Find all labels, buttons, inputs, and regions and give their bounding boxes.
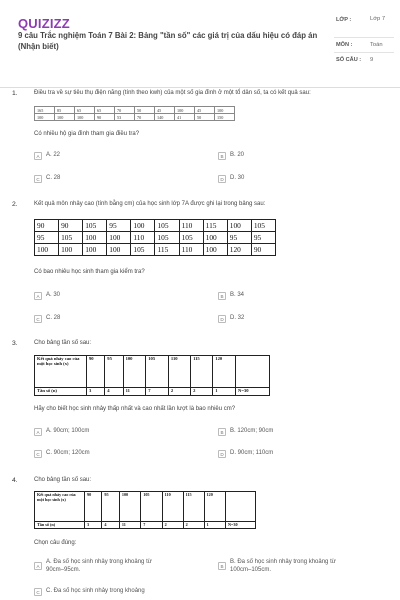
- option-letter-badge: A: [34, 152, 42, 160]
- question-prompt: Có bao nhiêu học sinh tham gia kiểm tra?: [34, 269, 145, 275]
- table-cell: 95: [227, 232, 251, 244]
- table-cell: 105: [146, 356, 169, 388]
- meta-divider: [334, 52, 394, 53]
- table-cell: 110: [131, 232, 155, 244]
- table-cell: 105: [155, 232, 179, 244]
- table-cell: 105: [59, 232, 83, 244]
- table-cell: 110: [179, 244, 203, 256]
- option-b[interactable]: [218, 292, 244, 300]
- option-text: D. 90cm; 110cm: [230, 450, 274, 456]
- option-letter-badge: C: [34, 175, 42, 183]
- table-cell: 115: [191, 356, 213, 388]
- table-cell: 90: [59, 220, 83, 232]
- option-text: D. 30: [230, 175, 245, 181]
- table-cell: 11: [123, 388, 146, 396]
- table-cell: 100: [83, 244, 107, 256]
- option-text: B. 20: [230, 152, 245, 158]
- option-a[interactable]: [34, 292, 60, 300]
- option-text: C. 90cm; 120cm: [46, 450, 90, 456]
- table-cell: 100: [83, 232, 107, 244]
- table-cell: 95: [35, 232, 59, 244]
- option-letter-badge: D: [218, 315, 226, 323]
- table-cell: 105: [141, 492, 162, 522]
- table-cell: 120: [227, 244, 251, 256]
- table-cell: 100: [215, 107, 235, 114]
- table-cell: 100: [119, 492, 140, 522]
- table-cell: 85: [55, 107, 75, 114]
- option-letter-badge: B: [218, 292, 226, 300]
- table-cell: 65: [75, 107, 95, 114]
- table-cell: 110: [168, 356, 190, 388]
- option-text: C. Đa số học sinh nhảy trong khoảng: [46, 588, 145, 594]
- table-cell: 100: [59, 244, 83, 256]
- table-cell: 50: [135, 107, 155, 114]
- table-cell: 70: [115, 107, 135, 114]
- table-cell: 95: [251, 232, 275, 244]
- table-cell: [236, 356, 270, 388]
- frequency-table: [34, 355, 270, 396]
- question-prompt: Hãy cho biết học sinh nhảy thấp nhất và cao nhất lần lượt là bao nhiêu cm?: [34, 406, 236, 412]
- data-table: [34, 219, 276, 256]
- option-letter-badge: A: [34, 428, 42, 436]
- option-text: C. 28: [46, 175, 61, 181]
- table-cell: 100: [131, 220, 155, 232]
- table-cell: 105: [131, 244, 155, 256]
- option-text: A. 90cm; 100cm: [46, 428, 90, 434]
- table-cell: 115: [155, 244, 179, 256]
- class-label: LỚP :: [336, 17, 352, 23]
- table-cell: 2: [183, 522, 204, 529]
- table-cell: 4: [105, 388, 123, 396]
- option-d[interactable]: [218, 175, 244, 183]
- option-b[interactable]: [218, 152, 244, 160]
- worksheet-title: 9 câu Trắc nghiệm Toán 7 Bài 2: Bảng "tần số" các giá trị của dấu hiệu có đáp án (Nhận biết): [18, 31, 318, 51]
- table-cell: 90: [251, 244, 275, 256]
- class-value: Lớp 7: [370, 16, 386, 22]
- table-cell: 65: [95, 107, 115, 114]
- table-cell: 105: [155, 220, 179, 232]
- table-cell: 100: [35, 244, 59, 256]
- table-cell: 90: [87, 356, 105, 388]
- option-letter-badge: B: [218, 562, 226, 570]
- question-text: Cho bảng tần số sau:: [34, 477, 92, 483]
- option-letter-badge: C: [34, 315, 42, 323]
- table-cell: 120: [213, 356, 236, 388]
- question-prompt: Có nhiều hộ gia đình tham gia điều tra?: [34, 131, 140, 137]
- subject-label: MÔN :: [336, 42, 353, 48]
- option-letter-badge: A: [34, 562, 42, 570]
- table-cell: 2: [162, 522, 183, 529]
- table-cell: Kết quả nhảy cao của một học sinh (x): [35, 356, 87, 388]
- option-letter-badge: B: [218, 428, 226, 436]
- option-a[interactable]: [34, 559, 184, 574]
- table-cell: N=30: [226, 522, 256, 529]
- option-letter-badge: A: [34, 292, 42, 300]
- option-letter-badge: D: [218, 450, 226, 458]
- option-text: B. 120cm; 90cm: [230, 428, 274, 434]
- table-cell: 3: [87, 388, 105, 396]
- table-cell: 41: [175, 114, 195, 121]
- option-c[interactable]: [34, 315, 60, 323]
- table-cell: 110: [162, 492, 183, 522]
- table-cell: 2: [191, 388, 213, 396]
- table-cell: 1: [204, 522, 225, 529]
- option-text: D. 32: [230, 315, 245, 321]
- option-c[interactable]: [34, 175, 60, 183]
- question-number: 3.: [12, 340, 18, 347]
- option-text: A. 30: [46, 292, 61, 298]
- table-cell: 4: [102, 522, 119, 529]
- option-c[interactable]: [34, 450, 90, 458]
- option-c[interactable]: [34, 588, 184, 596]
- table-cell: 11: [119, 522, 140, 529]
- question-number: 4.: [12, 477, 18, 484]
- table-cell: 7: [146, 388, 169, 396]
- question-text: Điều tra về sự tiêu thụ điện năng (tính theo kwh) của một số gia đình ở một tổ dân số, ta có kết quả sau:: [34, 90, 311, 96]
- option-a[interactable]: [34, 152, 60, 160]
- table-cell: 90: [85, 492, 102, 522]
- table-cell: 100: [123, 356, 146, 388]
- table-cell: 95: [105, 356, 123, 388]
- question-number: 1.: [12, 90, 18, 97]
- option-text: B. 34: [230, 292, 245, 298]
- option-letter-badge: C: [34, 588, 42, 596]
- table-cell: 45: [195, 107, 215, 114]
- option-letter-badge: D: [218, 175, 226, 183]
- option-b[interactable]: [218, 428, 273, 436]
- question-text: Cho bảng tần số sau:: [34, 340, 92, 346]
- table-cell: N=30: [236, 388, 270, 396]
- table-cell: 100: [203, 232, 227, 244]
- option-a[interactable]: [34, 428, 89, 436]
- option-d[interactable]: [218, 450, 273, 458]
- option-text: B. Đa số học sinh nhảy trong khoảng từ 100cm–105cm.: [230, 559, 336, 573]
- question-prompt: Chọn câu đúng:: [34, 540, 77, 546]
- table-cell: 110: [179, 220, 203, 232]
- table-cell: 50: [195, 114, 215, 121]
- table-cell: [226, 492, 256, 522]
- table-cell: 100: [227, 220, 251, 232]
- table-cell: 90: [95, 114, 115, 121]
- table-cell: 150: [215, 114, 235, 121]
- table-cell: 53: [115, 114, 135, 121]
- question-count-label: SỐ CÂU :: [336, 57, 362, 63]
- question-text: Kết quả môn nhảy cao (tính bằng cm) của học sinh lớp 7A được ghi lại trong bảng sau:: [34, 201, 266, 207]
- table-cell: 115: [203, 220, 227, 232]
- table-cell: 45: [155, 107, 175, 114]
- table-cell: 3: [85, 522, 102, 529]
- table-cell: 105: [251, 220, 275, 232]
- table-cell: 100: [203, 244, 227, 256]
- table-cell: 100: [107, 232, 131, 244]
- option-text: A. Đa số học sinh nhảy trong khoảng từ 90cm–95cm.: [46, 559, 152, 573]
- option-b[interactable]: [218, 559, 368, 574]
- table-cell: 140: [155, 114, 175, 121]
- table-cell: Tần số (n): [35, 388, 87, 396]
- option-text: A. 22: [46, 152, 61, 158]
- frequency-table: [34, 491, 256, 529]
- table-cell: 100: [107, 244, 131, 256]
- table-cell: 120: [204, 492, 225, 522]
- table-cell: 1: [213, 388, 236, 396]
- quizizz-logo: QUIZIZZ: [18, 16, 70, 31]
- data-table: [34, 106, 235, 121]
- question-count-value: 9: [370, 57, 374, 63]
- option-d[interactable]: [218, 315, 244, 323]
- option-letter-badge: B: [218, 152, 226, 160]
- option-text: C. 28: [46, 315, 61, 321]
- table-cell: 70: [135, 114, 155, 121]
- question-number: 2.: [12, 201, 18, 208]
- table-cell: Tần số (n): [35, 522, 85, 529]
- table-cell: 100: [75, 114, 95, 121]
- option-letter-badge: C: [34, 450, 42, 458]
- table-cell: 115: [183, 492, 204, 522]
- table-cell: 95: [102, 492, 119, 522]
- subject-value: Toán: [370, 42, 383, 48]
- table-cell: 7: [141, 522, 162, 529]
- table-cell: 2: [168, 388, 190, 396]
- table-cell: 95: [107, 220, 131, 232]
- table-cell: 105: [179, 232, 203, 244]
- table-cell: 100: [55, 114, 75, 121]
- worksheet-header: [0, 0, 400, 88]
- table-cell: Kết quả nhảy cao của một học sinh (x): [35, 492, 85, 522]
- table-cell: 90: [35, 220, 59, 232]
- table-cell: 165: [35, 107, 55, 114]
- meta-divider: [334, 37, 394, 38]
- table-cell: 100: [175, 107, 195, 114]
- table-cell: 100: [35, 114, 55, 121]
- table-cell: 105: [83, 220, 107, 232]
